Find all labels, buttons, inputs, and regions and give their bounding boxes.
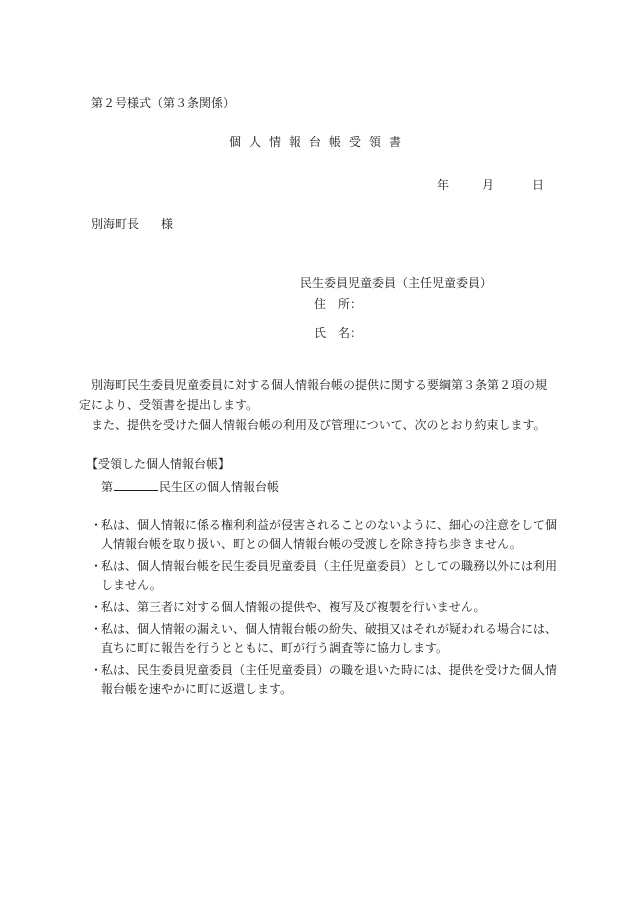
pledge-list xyxy=(90,516,558,702)
pledge-item xyxy=(90,661,558,699)
pledge-text: 私は、個人情報に係る権利利益が侵害されることのないように、細心の注意をして個人情報台帳を取り扱い、町との個人情報台帳の受渡しを除き持ち歩きません。 xyxy=(101,518,558,551)
date-line xyxy=(437,179,544,191)
pledge-item xyxy=(90,557,558,595)
pledge-bullet: ・ xyxy=(90,663,103,677)
addressee xyxy=(91,218,173,230)
received-section-heading: 【受領した個人情報台帳】 xyxy=(86,457,231,471)
pledge-item xyxy=(90,598,558,617)
sender-address-label: 住 所： xyxy=(314,297,363,311)
pledge-text: 私は、個人情報台帳を民生委員児童委員（主任児童委員）としての職務以外には利用しません。 xyxy=(101,559,558,592)
date-day-label: 日 xyxy=(532,178,545,192)
document-title: 個人情報台帳受領書 xyxy=(228,135,409,149)
addressee-honorific: 様 xyxy=(161,217,174,231)
district-prefix: 第 xyxy=(101,480,114,494)
form-number: 第２号様式（第３条関係） xyxy=(91,96,236,110)
body-text xyxy=(79,375,554,435)
district-suffix: 民生区の個人情報台帳 xyxy=(159,480,280,494)
sender-role: 民生委員児童委員（主任児童委員） xyxy=(300,276,493,290)
pledge-item xyxy=(90,516,558,554)
pledge-text: 私は、第三者に対する個人情報の提供や、複写及び複製を行いません。 xyxy=(101,600,486,614)
pledge-text: 私は、民生委員児童委員（主任児童委員）の職を退いた時には、提供を受けた個人情報台帳を速やかに町に返還します。 xyxy=(101,663,558,696)
pledge-bullet: ・ xyxy=(90,600,103,614)
date-year-label: 年 xyxy=(437,178,450,192)
district-line xyxy=(101,479,279,493)
pledge-bullet: ・ xyxy=(90,559,103,573)
date-month-label: 月 xyxy=(482,178,495,192)
pledge-item xyxy=(90,620,558,658)
body-paragraph: 別海町民生委員児童委員に対する個人情報台帳の提供に関する要綱第３条第２項の規定により、受領書を提出します。 xyxy=(79,378,548,412)
body-paragraph: また、提供を受けた個人情報台帳の利用及び管理について、次のとおり約束します。 xyxy=(91,418,546,432)
sender-name-label: 氏 名： xyxy=(314,326,363,340)
pledge-bullet: ・ xyxy=(90,518,103,532)
pledge-bullet: ・ xyxy=(90,622,103,636)
pledge-text: 私は、個人情報の漏えい、個人情報台帳の紛失、破損又はそれが疑われる場合には、直ちに町に報告を行うとともに、町が行う調査等に協力します。 xyxy=(101,622,558,655)
district-number-blank xyxy=(114,479,158,491)
addressee-name: 別海町長 xyxy=(91,217,140,231)
